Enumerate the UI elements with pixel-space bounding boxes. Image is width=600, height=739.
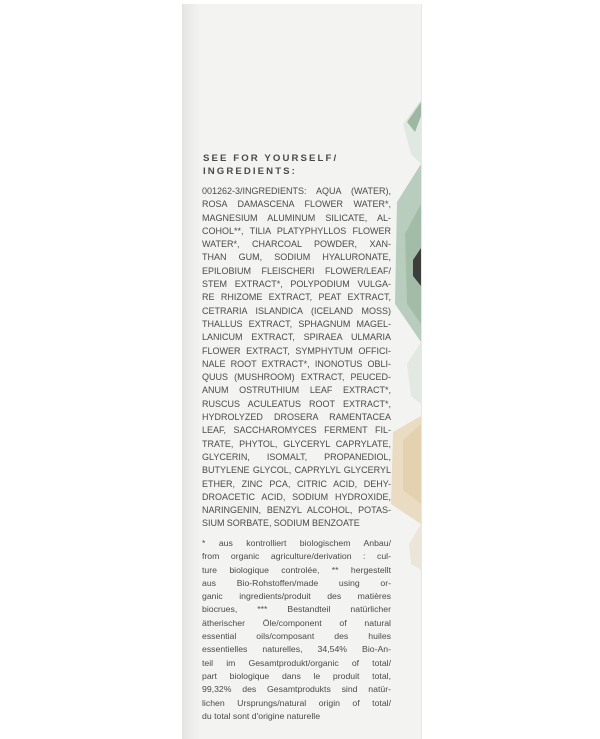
footnote-line: aus Bio-Rohstoffen/made using or- — [202, 577, 391, 588]
heading-line: SEE FOR YOURSELF/ — [203, 153, 339, 164]
footnote-line: lichen Ursprungs/natural origin of total/ — [202, 697, 391, 708]
ingredients-line: ETHER, ZINC PCA, CITRIC ACID, DEHY- — [202, 478, 391, 489]
ingredients-line: GLYCERIN, ISOMALT, PROPANEDIOL, — [202, 451, 391, 462]
ingredients-line: NALE ROOT EXTRACT*, INONOTUS OBLI- — [202, 358, 391, 369]
ingredients-list — [202, 185, 391, 531]
footnote-line: from organic agriculture/derivation : cul- — [202, 551, 391, 562]
ingredients-line: BUTYLENE GLYCOL, CAPRYLYL GLYCERYL — [202, 465, 391, 476]
ingredients-line: NARINGENIN, BENZYL ALCOHOL, POTAS- — [202, 505, 391, 516]
ingredients-line: RUSCUS ACULEATUS ROOT EXTRACT*, — [202, 398, 391, 409]
box-edge-shadow — [183, 4, 201, 739]
ingredients-line: TRATE, PHYTOL, GLYCERYL CAPRYLATE, — [202, 438, 391, 449]
ingredients-line: THAN GUM, SODIUM HYALURONATE, — [202, 252, 391, 263]
footnote-line: teil im Gesamtprodukt/organic of total/ — [202, 657, 391, 668]
footnote-line: biocrues, *** Bestandteil natürlicher — [202, 604, 391, 615]
ingredients-line: CETRARIA ISLANDICA (ICELAND MOSS) — [202, 305, 391, 316]
footnote-line: essentielles naturelles, 34,54% Bio-An- — [202, 644, 391, 655]
ingredients-line: DROACETIC ACID, SODIUM HYDROXIDE, — [202, 491, 391, 502]
ingredients-line: THALLUS EXTRACT, SPHAGNUM MAGEL- — [202, 318, 391, 329]
footnote-line: part biologique dans le produit total, — [202, 670, 391, 681]
ingredients-line: QUUS (MUSHROOM) EXTRACT, PEUCED- — [202, 372, 391, 383]
ingredients-line: LANICUM EXTRACT, SPIRAEA ULMARIA — [202, 332, 391, 343]
footnote-line: ture biologique controlée, ** hergestellt — [202, 564, 391, 575]
ingredients-line: ROSA DAMASCENA FLOWER WATER*, — [202, 199, 391, 210]
ingredients-line: EPILOBIUM FLEISCHERI FLOWER/LEAF/ — [202, 265, 391, 276]
footnote-line: ganic ingredients/produit des matières — [202, 591, 391, 602]
ingredients-line: ANUM OSTRUTHIUM LEAF EXTRACT*, — [202, 385, 391, 396]
footnote-line: 99,32% des Gesamtprodukts sind natür- — [202, 684, 391, 695]
ingredients-line: RE RHIZOME EXTRACT, PEAT EXTRACT, — [202, 292, 391, 303]
ingredients-line: SIUM SORBATE, SODIUM BENZOATE — [202, 518, 360, 529]
footnote-line: * aus kontrolliert biologischem Anbau/ — [202, 538, 391, 548]
footnote-line: du total sont d'origine naturelle — [202, 710, 321, 721]
footnote-line: essential oils/composant des huiles — [202, 631, 391, 642]
ingredients-line: HYDROLYZED DROSERA RAMENTACEA — [202, 412, 391, 423]
footnote-text — [202, 537, 391, 723]
footnote-line: ätherischer Öle/component of natural — [202, 617, 391, 628]
ingredients-line: WATER*, CHARCOAL POWDER, XAN- — [202, 239, 391, 250]
ingredients-line: 001262-3/INGREDIENTS: AQUA (WATER), — [202, 186, 391, 196]
ingredients-line: FLOWER EXTRACT, SYMPHYTUM OFFICI- — [202, 345, 391, 356]
ingredients-heading — [203, 152, 403, 178]
ingredients-line: STEM EXTRACT*, POLYPODIUM VULGA- — [202, 279, 391, 290]
heading-line: INGREDIENTS: — [203, 166, 297, 177]
ingredients-line: MAGNESIUM ALUMINUM SILICATE, AL- — [202, 212, 391, 223]
ingredients-line: COHOL**, TILIA PLATYPHYLLOS FLOWER — [202, 225, 391, 236]
ingredients-line: LEAF, SACCHAROMYCES FERMENT FIL- — [202, 425, 391, 436]
